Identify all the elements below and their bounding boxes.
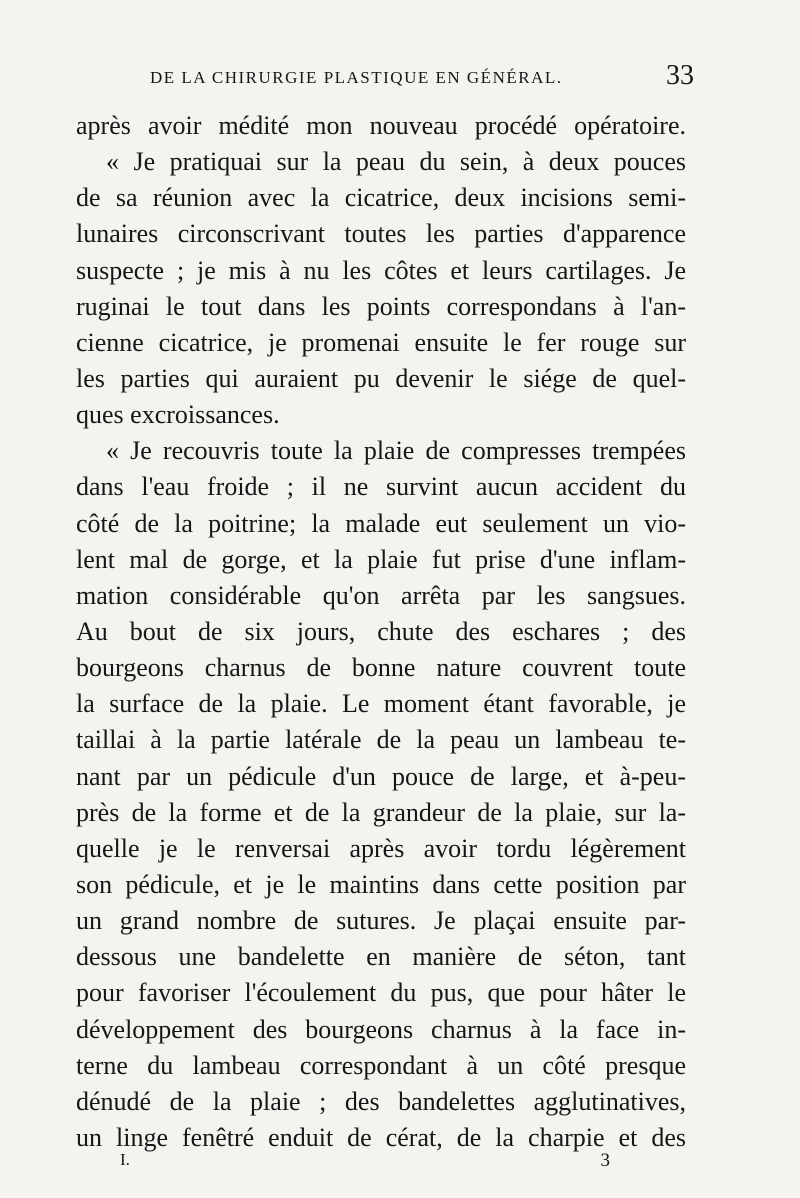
text-line: ques excroissances. xyxy=(76,400,280,430)
page-number: 33 xyxy=(666,60,694,91)
text-line: un grand nombre de sutures. Je plaçai ensuite par- xyxy=(76,906,686,936)
volume-signature: I. xyxy=(120,1150,130,1169)
running-head: DE LA CHIRURGIE PLASTIQUE EN GÉNÉRAL. xyxy=(150,68,563,87)
text-line: « Je recouvris toute la plaie de compresses trempées xyxy=(106,436,686,466)
text-line: côté de la poitrine; la malade eut seulement un vio- xyxy=(76,508,686,538)
text-line: ruginai le tout dans les points correspondans à l'an- xyxy=(76,291,686,321)
text-line: cienne cicatrice, je promenai ensuite le fer rouge sur xyxy=(76,327,686,357)
page-footer xyxy=(120,1150,610,1180)
text-line: Au bout de six jours, chute des eschares ; des xyxy=(76,616,686,646)
gathering-signature: 3 xyxy=(600,1150,610,1171)
body-text xyxy=(76,108,686,1156)
text-line: suspecte ; je mis à nu les côtes et leurs cartilages. Je xyxy=(76,255,686,285)
text-line: dans l'eau froide ; il ne survint aucun accident du xyxy=(76,472,686,502)
text-line: pour favoriser l'écoulement du pus, que pour hâter le xyxy=(76,978,686,1008)
text-line: mation considérable qu'on arrêta par les sangsues. xyxy=(76,580,686,610)
text-line: de sa réunion avec la cicatrice, deux incisions semi- xyxy=(76,183,686,213)
text-line: développement des bourgeons charnus à la face in- xyxy=(76,1014,686,1044)
page-header xyxy=(150,60,694,96)
text-line: son pédicule, et je le maintins dans cette position par xyxy=(76,869,686,899)
text-line: terne du lambeau correspondant à un côté presque xyxy=(76,1050,686,1080)
text-line: quelle je le renversai après avoir tordu légèrement xyxy=(76,833,686,863)
text-line: lunaires circonscrivant toutes les parties d'apparence xyxy=(76,219,686,249)
text-line: la surface de la plaie. Le moment étant favorable, je xyxy=(76,689,686,719)
text-line: taillai à la partie latérale de la peau un lambeau te- xyxy=(76,725,686,755)
text-line: bourgeons charnus de bonne nature couvrent toute xyxy=(76,653,686,683)
text-line: près de la forme et de la grandeur de la plaie, sur la- xyxy=(76,797,686,827)
text-line: lent mal de gorge, et la plaie fut prise d'une inflam- xyxy=(76,544,686,574)
text-line: les parties qui auraient pu devenir le siége de quel- xyxy=(76,363,686,393)
text-line: dessous une bandelette en manière de séton, tant xyxy=(76,942,686,972)
text-line: un linge fenêtré enduit de cérat, de la charpie et des xyxy=(76,1122,686,1152)
text-line: « Je pratiquai sur la peau du sein, à deux pouces xyxy=(106,147,686,177)
text-line: après avoir médité mon nouveau procédé opératoire. xyxy=(76,111,686,140)
text-line: nant par un pédicule d'un pouce de large, et à-peu- xyxy=(76,761,686,791)
text-line: dénudé de la plaie ; des bandelettes agglutinatives, xyxy=(76,1086,686,1116)
